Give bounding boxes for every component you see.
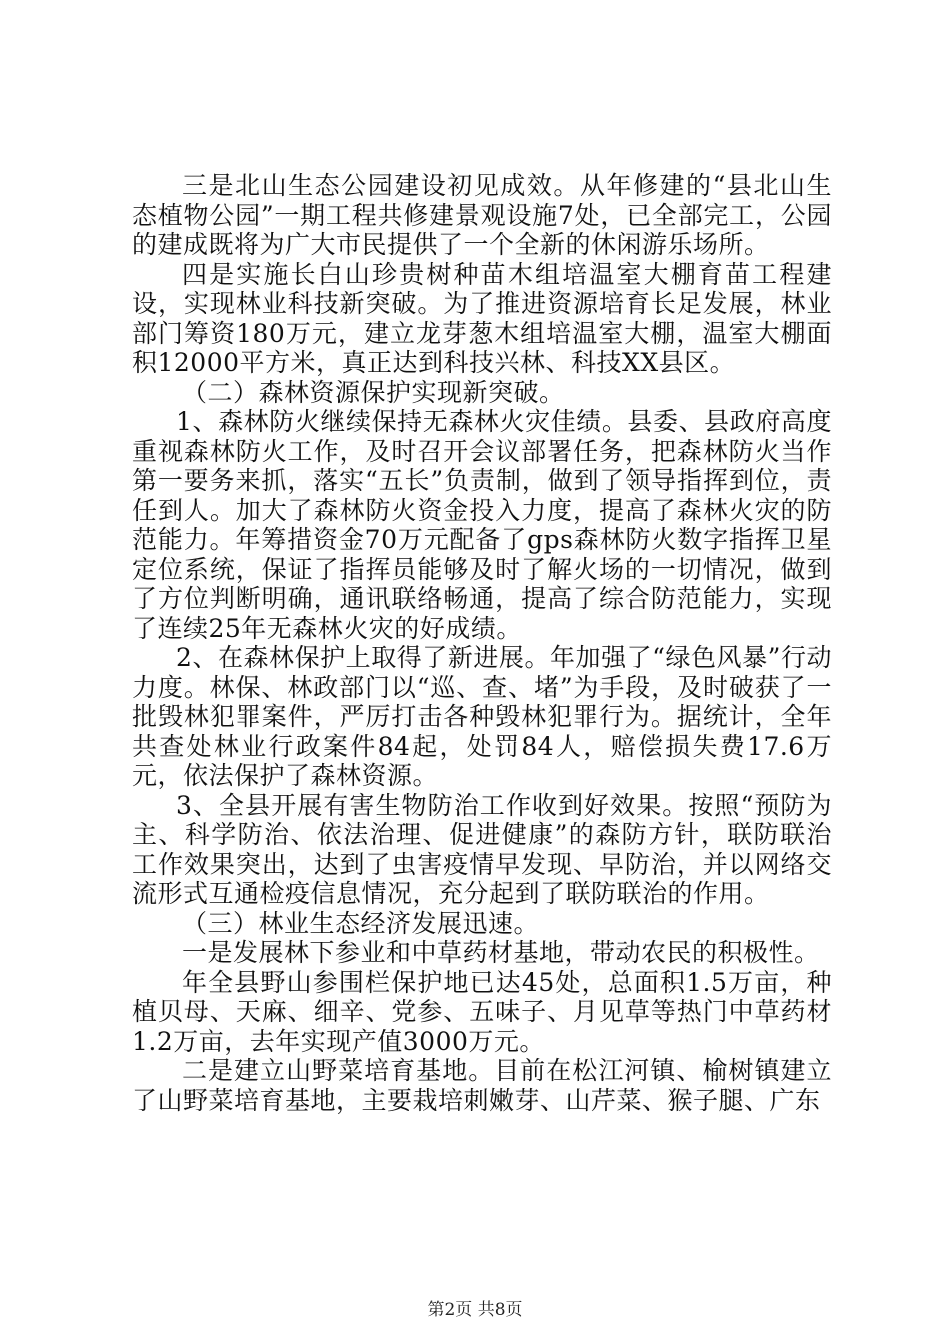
section-heading-forest-protection: （二）森林资源保护实现新突破。 bbox=[182, 377, 565, 407]
document-body bbox=[132, 171, 832, 1115]
paragraph-beishan-park: 三是北山生态公园建设初见成效。从年修建的“县北山生态植物公园”一期工程共修建景观设施7处，已全部完工，公园的建成既将为广大市民提供了一个全新的休闲游乐场所。 bbox=[132, 171, 832, 259]
page-number-footer: 第2页 共8页 bbox=[427, 1300, 523, 1320]
paragraph-fire-prevention: 1、森林防火继续保持无森林火灾佳绩。县委、县政府高度重视森林防火工作，及时召开会议部署任务，把森林防火当作第一要务来抓，落实“五长”负责制，做到了领导指挥到位，责任到人。加大了森林防火资金投入力度，提高了森林火灾的防范能力。年筹措资金70万元配备了gps森林防火数字指挥卫星定位系统，保证了指挥员能够及时了解火场的一切情况，做到了方位判断明确，通讯联络畅通，提高了综合防范能力，实现了连续25年无森林火灾的好成绩。 bbox=[132, 407, 832, 643]
paragraph-ginseng-herbs: 一是发展林下参业和中草药材基地，带动农民的积极性。 bbox=[182, 938, 820, 967]
paragraph-greenhouse-project: 四是实施长白山珍贵树种苗木组培温室大棚育苗工程建设，实现林业科技新突破。为了推进资源培育长足发展，林业部门筹资180万元，建立龙芽葱木组培温室大棚，温室大棚面积12000平方米，真正达到科技兴林、科技XX县区。 bbox=[132, 259, 832, 377]
paragraph-pest-control: 3、全县开展有害生物防治工作收到好效果。按照“预防为主、科学防治、依法治理、促进健康”的森防方针，联防联治工作效果突出，达到了虫害疫情早发现、早防治，并以网络交流形式互通检疫信息情况，充分起到了联防联治的作用。 bbox=[132, 790, 832, 908]
section-heading-forest-economy: （三）林业生态经济发展迅速。 bbox=[182, 908, 540, 938]
paragraph-ginseng-stats: 年全县野山参围栏保护地已达45处，总面积1.5万亩，种植贝母、天麻、细辛、党参、五味子、月见草等热门中草药材1.2万亩，去年实现产值3000万元。 bbox=[132, 967, 832, 1056]
paragraph-wild-vegetables: 二是建立山野菜培育基地。目前在松江河镇、榆树镇建立了山野菜培育基地，主要栽培刺嫩芽、山芹菜、猴子腿、广东 bbox=[132, 1056, 832, 1115]
paragraph-forest-protection: 2、在森林保护上取得了新进展。年加强了“绿色风暴”行动力度。林保、林政部门以“巡、查、堵”为手段，及时破获了一批毁林犯罪案件，严厉打击各种毁林犯罪行为。据统计，全年共查处林业行政案件84起，处罚84人，赔偿损失费17.6万元，依法保护了森林资源。 bbox=[132, 643, 832, 790]
